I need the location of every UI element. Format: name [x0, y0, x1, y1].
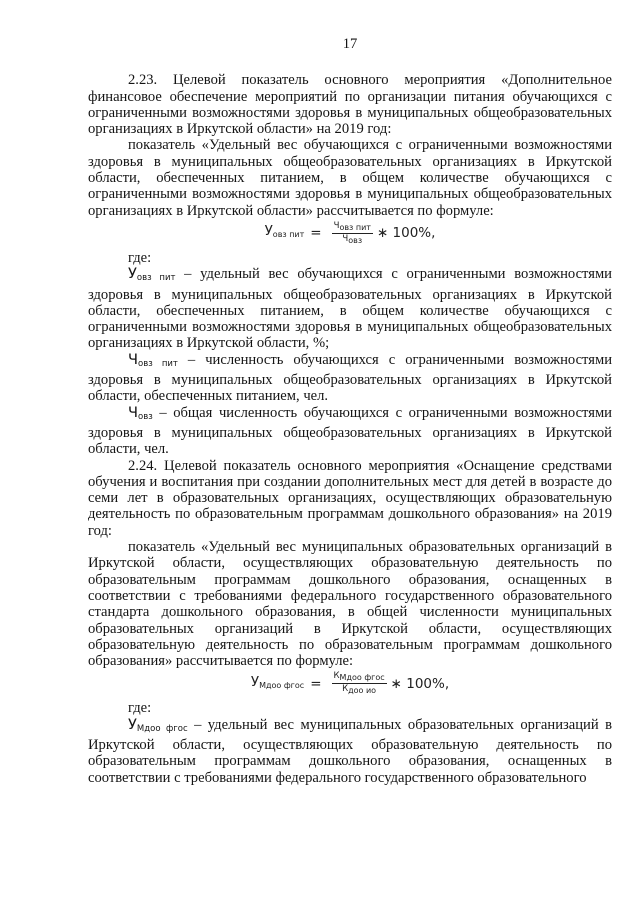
definition-symbol: $Ч_{овз}$: [128, 403, 153, 422]
formula-2-23: [88, 221, 612, 246]
formula-denominator: $Ч_{овз}$: [342, 233, 363, 245]
formula-numerator: $К_{Мдоо фгос}$: [333, 671, 385, 683]
formula-equals: =: [310, 675, 322, 692]
formula-numerator: $Ч_{овз пит}$: [333, 220, 371, 232]
definition-ch-ovz-pit: $Ч_{овз пит}$ – численность обучающихся с ограниченными возможностями здоровья в муниципальных общеобразовательных организациях в Иркутской области, обеспеченных питанием, чел.: [88, 350, 612, 405]
definition-symbol: $Ч_{овз пит}$: [128, 350, 178, 369]
definition-u-ovz-pit: $У_{овз пит}$ – удельный вес обучающихся с ограниченными возможностями здоровья в муниципальных общеобразовательных организациях в Иркутской области, обеспеченных питанием, в общем количестве обучающихся с ограниченными возможностями здоровья в муниципальных общеобразовательных организациях в Иркутской области, %;: [88, 265, 612, 352]
formula-tail: ∗ 100%,: [376, 225, 436, 242]
definition-u-mdoo-fgos: $У_{Мдоо фгос}$ – удельный вес муниципальных образовательных организаций в Иркутской области, осуществляющих образовательную деятельность по образовательным программам дошкольного образования, оснащенных в соответствии с требованиями федерального государственного образовательного: [88, 715, 613, 786]
section-2-23-indicator: показатель «Удельный вес обучающихся с ограниченными возможностями здоровья в муниципальных общеобразовательных организациях в Иркутской области, обеспеченных питанием, в общем количестве обучающихся с ограниченными возможностями здоровья в муниципальных общеобразовательных организациях в Иркутской области» рассчитывается по формуле:: [88, 137, 612, 219]
formula-fraction: [332, 221, 373, 246]
where-label: где:: [128, 249, 152, 266]
formula-lhs: $У_{овз пит}$: [264, 223, 305, 240]
definition-symbol: $У_{Мдоо фгос}$: [128, 715, 188, 734]
formula-denominator: $К_{доо ио}$: [342, 684, 377, 696]
section-2-24-intro: 2.24. Целевой показатель основного мероприятия «Оснащение средствами обучения и воспитания при создании дополнительных мест для детей в возрасте до семи лет в образовательных организациях, осуществляющих образовательную деятельность по образовательным программам дошкольного образования» на 2019 год:: [88, 457, 612, 539]
formula-2-24: [88, 671, 612, 696]
section-2-24-indicator: показатель «Удельный вес муниципальных образовательных организаций в Иркутской области, осуществляющих образовательную деятельность по образовательным программам дошкольного образования, оснащенных в соответствии с требованиями федерального государственного образовательного стандарта дошкольного образования, в общей численности муниципальных образовательных организаций в Иркутской области, осуществляющих образовательную деятельность по образовательным программам дошкольного образования» рассчитывается по формуле:: [88, 539, 612, 670]
formula-equals: =: [310, 225, 322, 242]
definition-symbol: $У_{овз пит}$: [128, 265, 176, 284]
section-2-23-intro: 2.23. Целевой показатель основного мероприятия «Дополнительное финансовое обеспечение мероприятий по организации питания обучающихся с ограниченными возможностями здоровья в муниципальных общеобразовательных организациях в Иркутской области» на 2019 год:: [88, 72, 612, 138]
definition-ch-ovz: $Ч_{овз}$ – общая численность обучающихся с ограниченными возможностями здоровья в муниципальных общеобразовательных организациях в Иркутской области, чел.: [88, 403, 612, 458]
formula-tail: ∗ 100%,: [390, 675, 450, 692]
formula-lhs: $У_{Мдоо фгос}$: [250, 673, 305, 690]
page-number: 17: [342, 36, 358, 52]
formula-fraction: [332, 671, 387, 696]
where-label: где:: [128, 700, 152, 717]
